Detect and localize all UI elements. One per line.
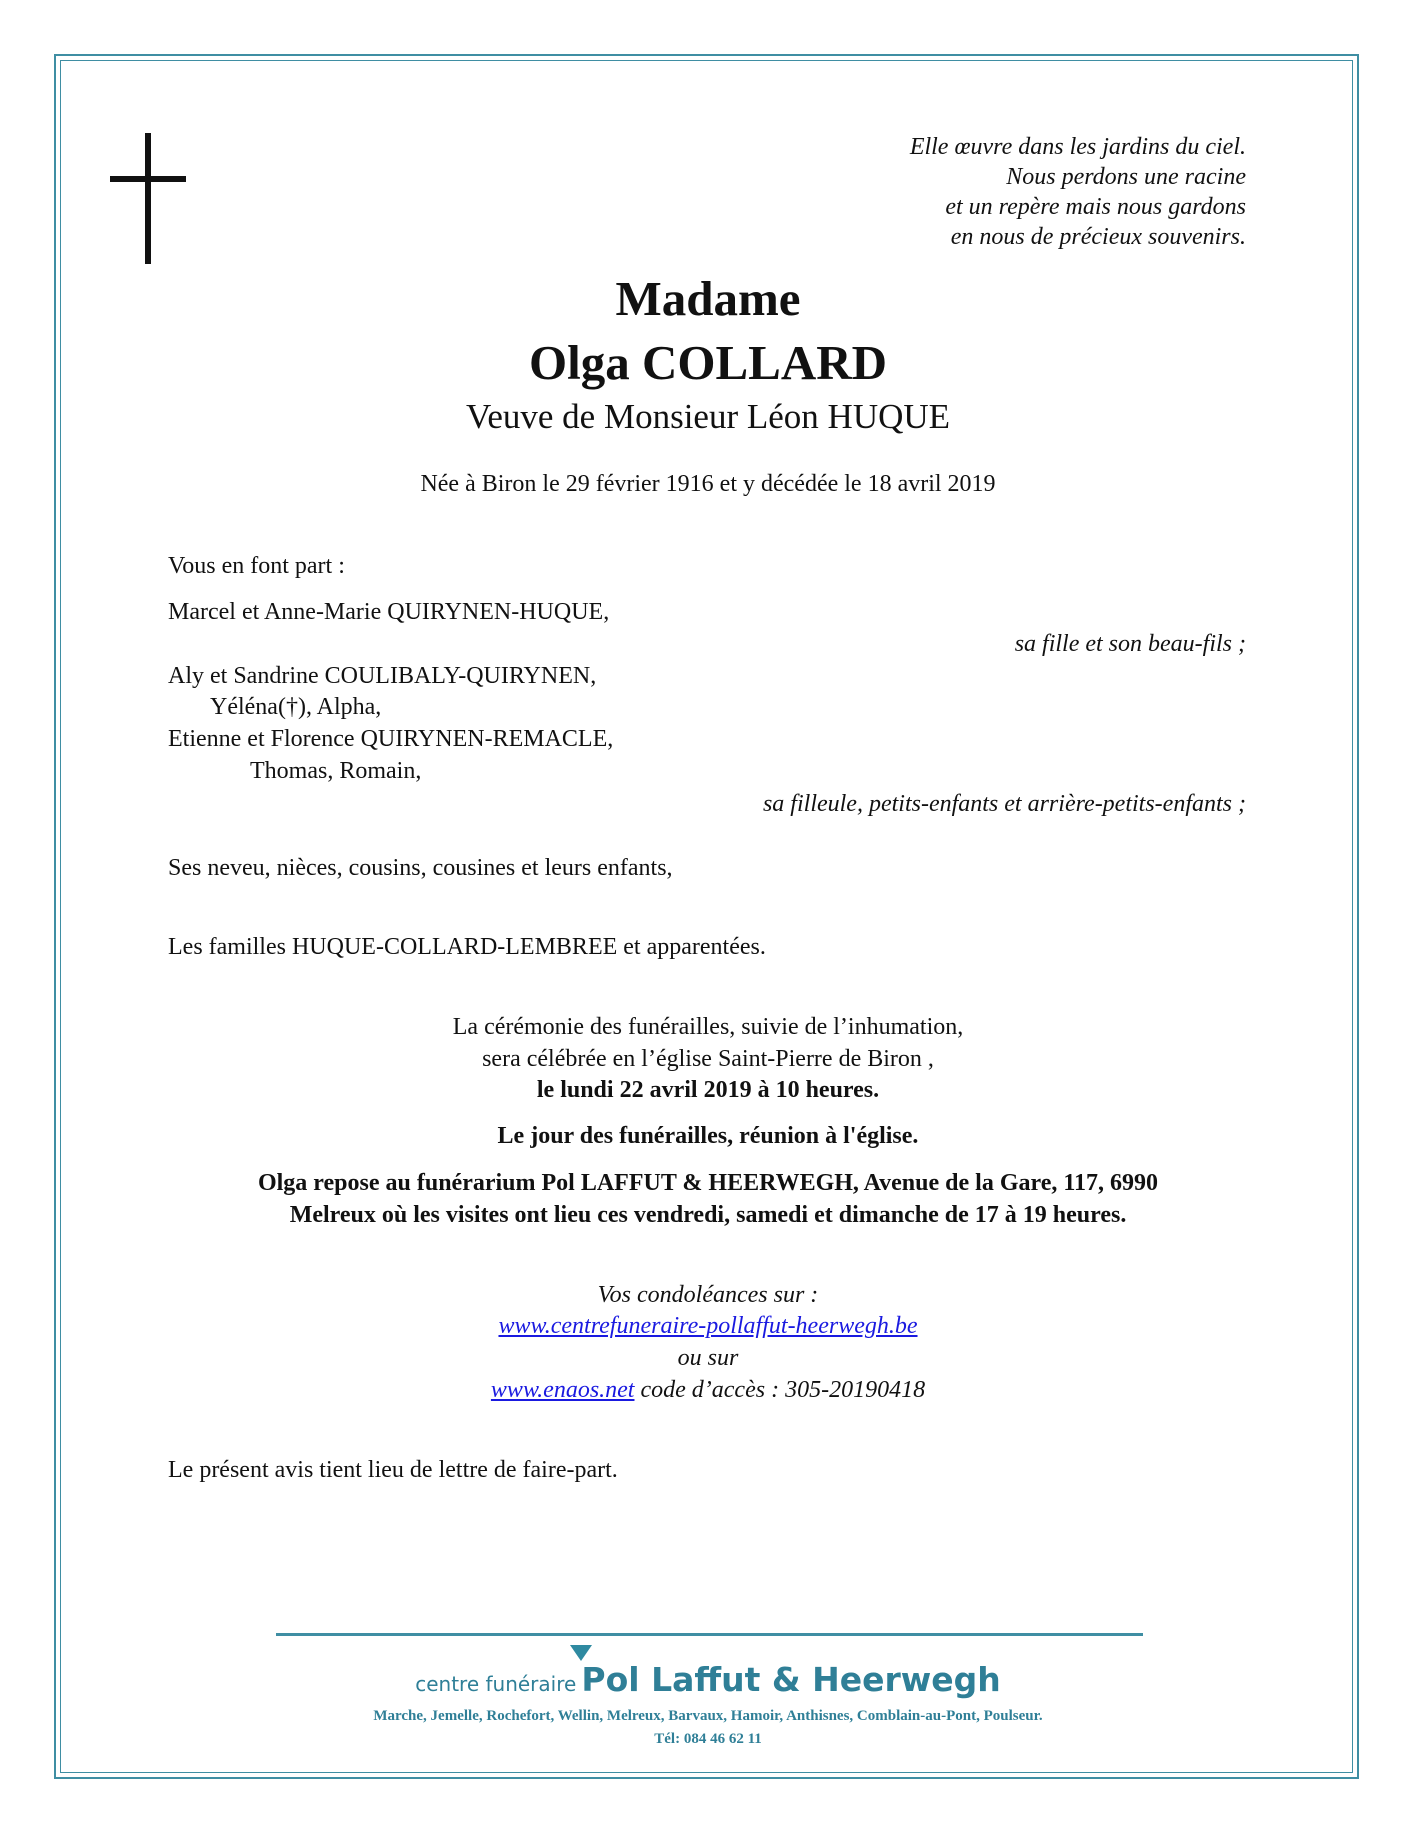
ceremony-line: La cérémonie des funérailles, suivie de l’inhumation, <box>452 1014 964 1040</box>
brand-name: Pol Laffut & Heerwegh <box>581 1660 1001 1699</box>
quote-line: en nous de précieux souvenirs. <box>950 224 1246 250</box>
condolences-label: Vos condoléances sur : <box>597 1282 819 1308</box>
funeral-home-line: Olga repose au funérarium Pol LAFFUT & HEERWEGH, Avenue de la Gare, 117, 6990 <box>257 1170 1159 1196</box>
family-line: Les familles HUQUE-COLLARD-LEMBREE et apparentées. <box>168 934 766 960</box>
dates-line: Née à Biron le 29 février 1916 et y décédée le 18 avril 2019 <box>420 471 996 497</box>
quote-line: Elle œuvre dans les jardins du ciel. <box>909 134 1246 160</box>
footer-brand <box>0 1660 1416 1699</box>
condolences-link-enaos[interactable]: www.enaos.net <box>490 1377 635 1403</box>
deceased-name: Olga COLLARD <box>528 335 887 390</box>
relation-line: sa filleule, petits-enfants et arrière-petits-enfants ; <box>762 791 1246 817</box>
condolences-link-centrefuneraire[interactable]: www.centrefuneraire-pollaffut-heerwegh.be <box>498 1313 918 1339</box>
family-line: Marcel et Anne-Marie QUIRYNEN-HUQUE, <box>168 599 610 625</box>
family-line: Aly et Sandrine COULIBALY-QUIRYNEN, <box>168 663 597 689</box>
visits-line: Melreux où les visites ont lieu ces vendredi, samedi et dimanche de 17 à 19 heures. <box>289 1202 1127 1228</box>
family-line: Etienne et Florence QUIRYNEN-REMACLE, <box>168 726 614 752</box>
footer-phone: Tél: 084 46 62 11 <box>654 1731 762 1747</box>
relation-line: sa fille et son beau-fils ; <box>1014 631 1246 657</box>
triangle-logo-icon <box>570 1645 592 1661</box>
honorific: Madame <box>615 271 801 326</box>
quote-line: Nous perdons une racine <box>1006 164 1246 190</box>
brand-tagline: centre funéraire <box>415 1672 577 1696</box>
or-text: ou sur <box>677 1345 739 1371</box>
access-code: code d’accès : 305-20190418 <box>640 1377 926 1403</box>
family-line: Ses neveu, nièces, cousins, cousines et leurs enfants, <box>168 855 673 881</box>
intro-text: Vous en font part : <box>168 553 345 579</box>
spouse-line: Veuve de Monsieur Léon HUQUE <box>465 397 951 436</box>
footer-towns: Marche, Jemelle, Rochefort, Wellin, Melreux, Barvaux, Hamoir, Anthisnes, Comblain-au-Pont, Poulseur. <box>373 1708 1043 1724</box>
epitaph-quote <box>726 132 1246 252</box>
footer-divider <box>276 1633 1143 1636</box>
ceremony-date: le lundi 22 avril 2019 à 10 heures. <box>536 1077 880 1103</box>
family-line: Thomas, Romain, <box>250 758 422 784</box>
meeting-note: Le jour des funérailles, réunion à l'église. <box>497 1123 919 1149</box>
family-line: Yéléna(†), Alpha, <box>210 694 382 720</box>
ceremony-line: sera célébrée en l’église Saint-Pierre de Biron , <box>482 1046 934 1072</box>
closing-note: Le présent avis tient lieu de lettre de faire-part. <box>168 1457 618 1483</box>
quote-line: et un repère mais nous gardons <box>945 194 1246 220</box>
